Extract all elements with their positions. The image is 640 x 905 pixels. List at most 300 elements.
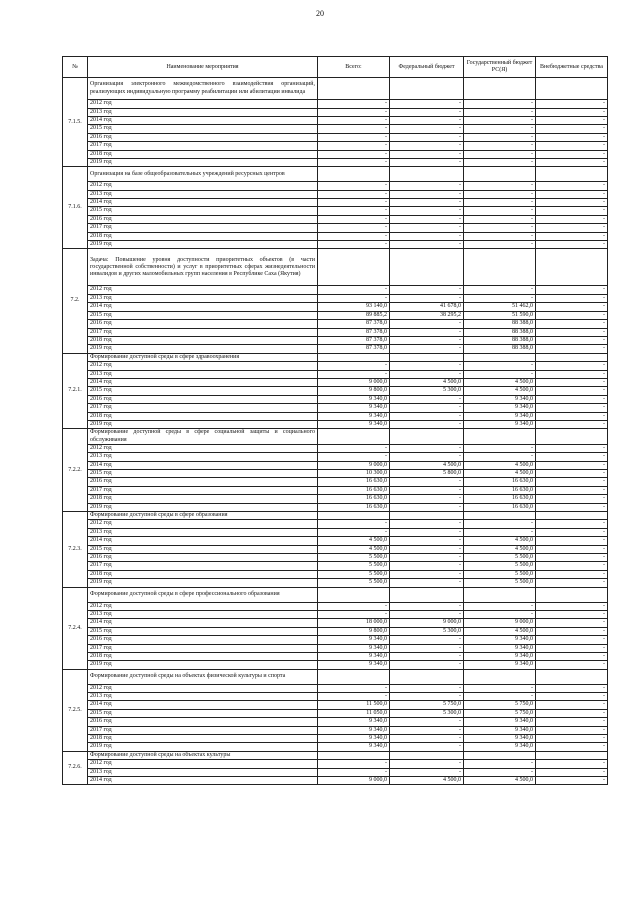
section-title: Формирование доступной среды на объектах культуры xyxy=(88,751,318,759)
extra-cell: - xyxy=(536,420,608,428)
total-cell: 16 630,0 xyxy=(318,503,390,511)
total-cell: 87 378,0 xyxy=(318,328,390,336)
state-cell: - xyxy=(464,684,536,692)
extra-cell: - xyxy=(536,182,608,190)
section-title-row xyxy=(63,167,608,182)
year-cell: 2013 год xyxy=(88,190,318,198)
table-row xyxy=(63,199,608,207)
state-cell: 9 340,0 xyxy=(464,412,536,420)
year-cell: 2019 год xyxy=(88,661,318,669)
total-cell: - xyxy=(318,207,390,215)
table-row xyxy=(63,777,608,785)
extra-cell: - xyxy=(536,743,608,751)
total-cell: 9 340,0 xyxy=(318,412,390,420)
extra-cell: - xyxy=(536,520,608,528)
table-row xyxy=(63,520,608,528)
state-cell: - xyxy=(464,528,536,536)
total-cell: - xyxy=(318,142,390,150)
section-number: 7.2.3. xyxy=(63,512,88,588)
extra-cell: - xyxy=(536,579,608,587)
extra-cell: - xyxy=(536,303,608,311)
federal-cell: - xyxy=(390,159,464,167)
empty-cell xyxy=(536,751,608,759)
extra-cell: - xyxy=(536,133,608,141)
table-row xyxy=(63,570,608,578)
federal-cell: - xyxy=(390,182,464,190)
year-cell: 2012 год xyxy=(88,760,318,768)
table-row xyxy=(63,701,608,709)
section-number: 7.2. xyxy=(63,249,88,353)
federal-cell: - xyxy=(390,579,464,587)
extra-cell: - xyxy=(536,495,608,503)
total-cell: 16 630,0 xyxy=(318,478,390,486)
total-cell: - xyxy=(318,241,390,249)
section-title-row xyxy=(63,353,608,361)
year-cell: 2018 год xyxy=(88,570,318,578)
extra-cell: - xyxy=(536,619,608,627)
extra-cell: - xyxy=(536,412,608,420)
table-row xyxy=(63,303,608,311)
empty-cell xyxy=(536,669,608,684)
total-cell: 9 340,0 xyxy=(318,644,390,652)
year-cell: 2012 год xyxy=(88,520,318,528)
federal-cell: - xyxy=(390,190,464,198)
total-cell: 9 340,0 xyxy=(318,726,390,734)
state-cell: - xyxy=(464,190,536,198)
state-cell: - xyxy=(464,100,536,108)
year-cell: 2019 год xyxy=(88,743,318,751)
state-cell: 9 340,0 xyxy=(464,734,536,742)
year-cell: 2016 год xyxy=(88,554,318,562)
empty-cell xyxy=(464,669,536,684)
empty-cell xyxy=(390,353,464,361)
table-row xyxy=(63,133,608,141)
empty-cell xyxy=(536,512,608,520)
federal-cell: - xyxy=(390,362,464,370)
state-cell: - xyxy=(464,199,536,207)
empty-cell xyxy=(536,167,608,182)
total-cell: 16 630,0 xyxy=(318,495,390,503)
state-cell: 16 630,0 xyxy=(464,486,536,494)
empty-cell xyxy=(390,751,464,759)
year-cell: 2019 год xyxy=(88,579,318,587)
table-row xyxy=(63,328,608,336)
state-cell: - xyxy=(464,215,536,223)
table-row xyxy=(63,108,608,116)
extra-cell: - xyxy=(536,528,608,536)
extra-cell: - xyxy=(536,636,608,644)
federal-cell: - xyxy=(390,743,464,751)
federal-cell: - xyxy=(390,636,464,644)
empty-cell xyxy=(318,587,390,602)
federal-cell: - xyxy=(390,150,464,158)
header-num: № xyxy=(63,57,88,78)
table-row xyxy=(63,478,608,486)
year-cell: 2015 год xyxy=(88,207,318,215)
table-row xyxy=(63,420,608,428)
state-cell: 88 388,0 xyxy=(464,320,536,328)
year-cell: 2016 год xyxy=(88,718,318,726)
federal-cell: - xyxy=(390,734,464,742)
section-title-row xyxy=(63,587,608,602)
state-cell: 9 340,0 xyxy=(464,743,536,751)
table-row xyxy=(63,345,608,353)
year-cell: 2013 год xyxy=(88,692,318,700)
table-row xyxy=(63,562,608,570)
year-cell: 2017 год xyxy=(88,486,318,494)
empty-cell xyxy=(318,512,390,520)
total-cell: 9 340,0 xyxy=(318,420,390,428)
empty-cell xyxy=(536,353,608,361)
empty-cell xyxy=(390,669,464,684)
total-cell: - xyxy=(318,294,390,302)
total-cell: - xyxy=(318,684,390,692)
state-cell: - xyxy=(464,133,536,141)
state-cell: 51 590,0 xyxy=(464,311,536,319)
total-cell: 9 000,0 xyxy=(318,378,390,386)
year-cell: 2019 год xyxy=(88,420,318,428)
federal-cell: - xyxy=(390,520,464,528)
table-row xyxy=(63,619,608,627)
state-cell: - xyxy=(464,142,536,150)
table-row xyxy=(63,207,608,215)
year-cell: 2012 год xyxy=(88,602,318,610)
year-cell: 2015 год xyxy=(88,387,318,395)
federal-cell: - xyxy=(390,562,464,570)
year-cell: 2016 год xyxy=(88,395,318,403)
extra-cell: - xyxy=(536,117,608,125)
section-title: Формирование доступной среды на объектах физической культуры и спорта xyxy=(88,669,318,684)
total-cell: 87 378,0 xyxy=(318,336,390,344)
total-cell: - xyxy=(318,117,390,125)
year-cell: 2019 год xyxy=(88,241,318,249)
year-cell: 2017 год xyxy=(88,726,318,734)
state-cell: 4 500,0 xyxy=(464,537,536,545)
section-title: Формирование доступной среды в сфере образования xyxy=(88,512,318,520)
header-extra: Внебюджетные средства xyxy=(536,57,608,78)
state-cell: 88 388,0 xyxy=(464,336,536,344)
total-cell: - xyxy=(318,199,390,207)
state-cell: 88 388,0 xyxy=(464,345,536,353)
federal-cell: 41 678,0 xyxy=(390,303,464,311)
year-cell: 2017 год xyxy=(88,404,318,412)
total-cell: 5 500,0 xyxy=(318,562,390,570)
section-title-row xyxy=(63,669,608,684)
total-cell: 5 500,0 xyxy=(318,570,390,578)
federal-cell: - xyxy=(390,503,464,511)
year-cell: 2014 год xyxy=(88,303,318,311)
year-cell: 2016 год xyxy=(88,478,318,486)
section-title-row xyxy=(63,249,608,286)
total-cell: 9 340,0 xyxy=(318,395,390,403)
table-row xyxy=(63,453,608,461)
total-cell: 4 500,0 xyxy=(318,537,390,545)
total-cell: - xyxy=(318,133,390,141)
extra-cell: - xyxy=(536,554,608,562)
state-cell: - xyxy=(464,370,536,378)
federal-cell: - xyxy=(390,545,464,553)
total-cell: 5 500,0 xyxy=(318,554,390,562)
table-row xyxy=(63,395,608,403)
empty-cell xyxy=(390,429,464,444)
extra-cell: - xyxy=(536,726,608,734)
empty-cell xyxy=(318,249,390,286)
federal-cell: 5 300,0 xyxy=(390,387,464,395)
table-row xyxy=(63,684,608,692)
federal-cell: - xyxy=(390,726,464,734)
table-row xyxy=(63,286,608,294)
table-row xyxy=(63,370,608,378)
state-cell: 51 462,0 xyxy=(464,303,536,311)
federal-cell: - xyxy=(390,453,464,461)
state-cell: 5 500,0 xyxy=(464,554,536,562)
section-number: 7.1.6. xyxy=(63,167,88,249)
table-row xyxy=(63,125,608,133)
extra-cell: - xyxy=(536,610,608,618)
federal-cell: - xyxy=(390,142,464,150)
table-row xyxy=(63,503,608,511)
table-row xyxy=(63,743,608,751)
table-body xyxy=(63,78,608,785)
extra-cell: - xyxy=(536,760,608,768)
empty-cell xyxy=(318,669,390,684)
empty-cell xyxy=(464,512,536,520)
state-cell: 9 340,0 xyxy=(464,395,536,403)
header-name: Наименование мероприятия xyxy=(88,57,318,78)
extra-cell: - xyxy=(536,644,608,652)
extra-cell: - xyxy=(536,370,608,378)
extra-cell: - xyxy=(536,320,608,328)
empty-cell xyxy=(390,512,464,520)
extra-cell: - xyxy=(536,125,608,133)
empty-cell xyxy=(318,167,390,182)
table-row xyxy=(63,768,608,776)
state-cell: 4 500,0 xyxy=(464,545,536,553)
extra-cell: - xyxy=(536,215,608,223)
federal-cell: - xyxy=(390,768,464,776)
total-cell: 93 140,0 xyxy=(318,303,390,311)
extra-cell: - xyxy=(536,395,608,403)
state-cell: - xyxy=(464,232,536,240)
total-cell: - xyxy=(318,159,390,167)
federal-cell: - xyxy=(390,486,464,494)
section-number: 7.2.5. xyxy=(63,669,88,751)
extra-cell: - xyxy=(536,652,608,660)
table-row xyxy=(63,627,608,635)
total-cell: 9 000,0 xyxy=(318,461,390,469)
state-cell: 4 500,0 xyxy=(464,387,536,395)
state-cell: 4 500,0 xyxy=(464,470,536,478)
table-row xyxy=(63,652,608,660)
extra-cell: - xyxy=(536,777,608,785)
year-cell: 2019 год xyxy=(88,345,318,353)
table-row xyxy=(63,661,608,669)
extra-cell: - xyxy=(536,768,608,776)
empty-cell xyxy=(464,78,536,100)
federal-cell: - xyxy=(390,125,464,133)
total-cell: - xyxy=(318,224,390,232)
year-cell: 2018 год xyxy=(88,734,318,742)
federal-cell: - xyxy=(390,661,464,669)
section-title-row xyxy=(63,429,608,444)
table-row xyxy=(63,602,608,610)
federal-cell: - xyxy=(390,328,464,336)
year-cell: 2013 год xyxy=(88,610,318,618)
total-cell: 9 800,0 xyxy=(318,627,390,635)
total-cell: - xyxy=(318,520,390,528)
federal-cell: - xyxy=(390,117,464,125)
extra-cell: - xyxy=(536,286,608,294)
federal-cell: - xyxy=(390,336,464,344)
state-cell: - xyxy=(464,610,536,618)
extra-cell: - xyxy=(536,444,608,452)
year-cell: 2012 год xyxy=(88,286,318,294)
table-row xyxy=(63,461,608,469)
table-row xyxy=(63,117,608,125)
extra-cell: - xyxy=(536,108,608,116)
empty-cell xyxy=(464,353,536,361)
state-cell: - xyxy=(464,207,536,215)
extra-cell: - xyxy=(536,100,608,108)
year-cell: 2019 год xyxy=(88,159,318,167)
table-row xyxy=(63,362,608,370)
section-title-row xyxy=(63,78,608,100)
extra-cell: - xyxy=(536,709,608,717)
federal-cell: - xyxy=(390,478,464,486)
federal-cell: - xyxy=(390,718,464,726)
total-cell: - xyxy=(318,453,390,461)
federal-cell: 4 500,0 xyxy=(390,378,464,386)
section-title: Формирование доступной среды в сфере профессионального образования xyxy=(88,587,318,602)
table-row xyxy=(63,387,608,395)
table-row xyxy=(63,537,608,545)
total-cell: - xyxy=(318,692,390,700)
table-row xyxy=(63,470,608,478)
year-cell: 2015 год xyxy=(88,627,318,635)
table-row xyxy=(63,311,608,319)
table-row xyxy=(63,726,608,734)
state-cell: - xyxy=(464,159,536,167)
year-cell: 2014 год xyxy=(88,537,318,545)
total-cell: 87 378,0 xyxy=(318,345,390,353)
state-cell: 9 340,0 xyxy=(464,652,536,660)
federal-cell: 4 500,0 xyxy=(390,461,464,469)
extra-cell: - xyxy=(536,661,608,669)
state-cell: - xyxy=(464,294,536,302)
state-cell: 4 500,0 xyxy=(464,461,536,469)
state-cell: - xyxy=(464,150,536,158)
table-row xyxy=(63,412,608,420)
year-cell: 2012 год xyxy=(88,684,318,692)
table-header-row xyxy=(63,57,608,78)
total-cell: - xyxy=(318,528,390,536)
total-cell: 9 340,0 xyxy=(318,661,390,669)
total-cell: 18 000,0 xyxy=(318,619,390,627)
page-number: 20 xyxy=(316,9,324,18)
extra-cell: - xyxy=(536,362,608,370)
empty-cell xyxy=(390,167,464,182)
extra-cell: - xyxy=(536,701,608,709)
extra-cell: - xyxy=(536,378,608,386)
total-cell: 9 800,0 xyxy=(318,387,390,395)
extra-cell: - xyxy=(536,150,608,158)
empty-cell xyxy=(464,167,536,182)
total-cell: 16 630,0 xyxy=(318,486,390,494)
total-cell: 4 500,0 xyxy=(318,545,390,553)
state-cell: - xyxy=(464,692,536,700)
table-row xyxy=(63,760,608,768)
extra-cell: - xyxy=(536,461,608,469)
extra-cell: - xyxy=(536,345,608,353)
federal-cell: - xyxy=(390,554,464,562)
year-cell: 2016 год xyxy=(88,320,318,328)
extra-cell: - xyxy=(536,328,608,336)
federal-cell: - xyxy=(390,444,464,452)
empty-cell xyxy=(464,751,536,759)
table-row xyxy=(63,232,608,240)
state-cell: 4 500,0 xyxy=(464,627,536,635)
state-cell: - xyxy=(464,125,536,133)
state-cell: 5 750,0 xyxy=(464,701,536,709)
state-cell: 9 340,0 xyxy=(464,404,536,412)
state-cell: - xyxy=(464,182,536,190)
year-cell: 2013 год xyxy=(88,768,318,776)
federal-cell: 4 500,0 xyxy=(390,777,464,785)
table-row xyxy=(63,142,608,150)
table-row xyxy=(63,644,608,652)
extra-cell: - xyxy=(536,570,608,578)
federal-cell: - xyxy=(390,320,464,328)
section-title-row xyxy=(63,751,608,759)
table-row xyxy=(63,554,608,562)
state-cell: - xyxy=(464,224,536,232)
federal-cell: - xyxy=(390,199,464,207)
extra-cell: - xyxy=(536,159,608,167)
table-row xyxy=(63,734,608,742)
total-cell: - xyxy=(318,182,390,190)
federal-cell: 5 750,0 xyxy=(390,701,464,709)
state-cell: - xyxy=(464,241,536,249)
table-row xyxy=(63,486,608,494)
year-cell: 2016 год xyxy=(88,215,318,223)
state-cell: 9 340,0 xyxy=(464,636,536,644)
table-row xyxy=(63,215,608,223)
state-cell: - xyxy=(464,602,536,610)
section-title: Организация на базе общеобразовательных учреждений ресурсных центров xyxy=(88,167,318,182)
federal-cell: - xyxy=(390,610,464,618)
table-row xyxy=(63,320,608,328)
empty-cell xyxy=(318,751,390,759)
total-cell: - xyxy=(318,150,390,158)
state-cell: 5 500,0 xyxy=(464,562,536,570)
extra-cell: - xyxy=(536,387,608,395)
federal-cell: - xyxy=(390,345,464,353)
total-cell: - xyxy=(318,286,390,294)
federal-cell: - xyxy=(390,241,464,249)
extra-cell: - xyxy=(536,478,608,486)
federal-cell: - xyxy=(390,528,464,536)
extra-cell: - xyxy=(536,692,608,700)
state-cell: 9 340,0 xyxy=(464,726,536,734)
federal-cell: - xyxy=(390,644,464,652)
empty-cell xyxy=(390,249,464,286)
total-cell: - xyxy=(318,108,390,116)
empty-cell xyxy=(464,587,536,602)
state-cell: - xyxy=(464,108,536,116)
state-cell: - xyxy=(464,286,536,294)
year-cell: 2018 год xyxy=(88,652,318,660)
table-row xyxy=(63,150,608,158)
